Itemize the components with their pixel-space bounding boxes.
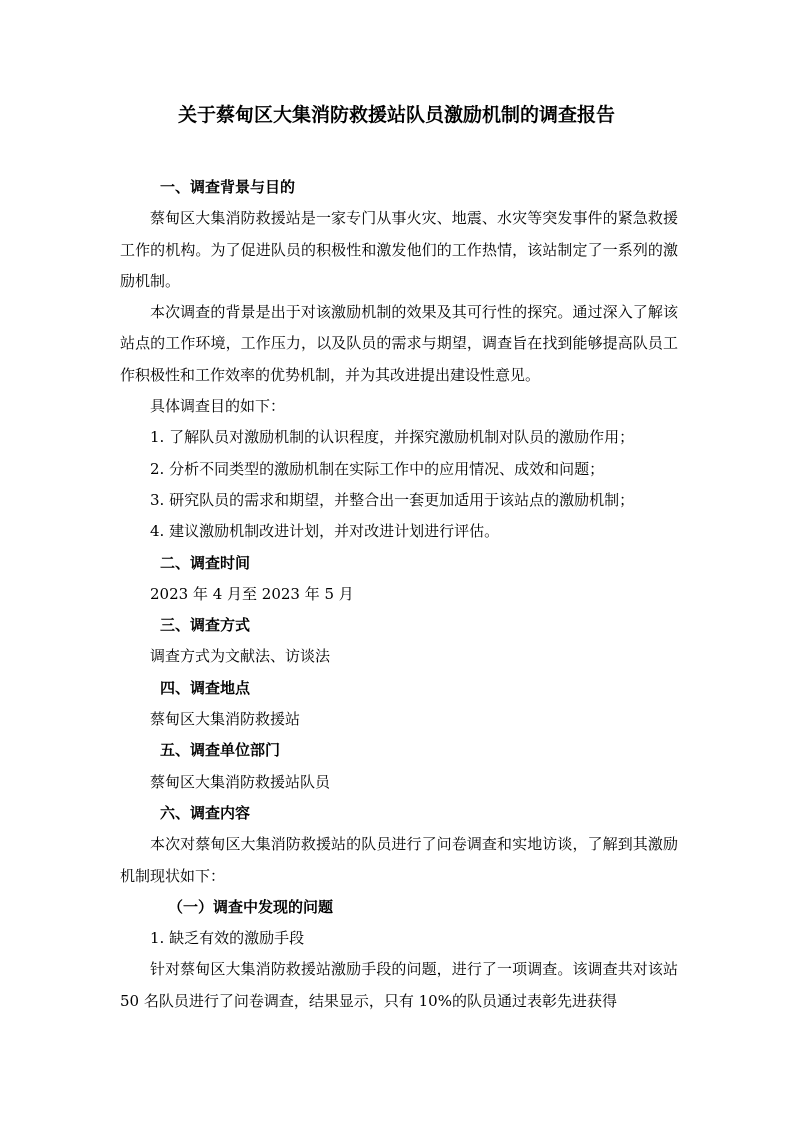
survey-method-text: 调查方式为文献法、访谈法	[150, 647, 331, 666]
section-heading-location: 四、调查地点	[160, 678, 251, 697]
paragraph-purpose-intro: 具体调查目的如下：	[150, 397, 286, 416]
document-body	[120, 172, 678, 1017]
purpose-item-1: 1. 了解队员对激励机制的认识程度，并探究激励机制对队员的激励作用；	[150, 428, 635, 447]
paragraph-background-1: 蔡甸区大集消防救援站是一家专门从事火灾、地震、水灾等突发事件的紧急救援工作的机构。为了促进队员的积极性和激发他们的工作热情，该站制定了一系列的激励机制。	[120, 209, 678, 290]
paragraph-content-intro: 本次对蔡甸区大集消防救援站的队员进行了问卷调查和实地访谈，了解到其激励机制现状如下：	[120, 835, 678, 885]
purpose-item-2: 2. 分析不同类型的激励机制在实际工作中的应用情况、成效和问题；	[150, 459, 605, 478]
survey-time-text: 2023 年 4 月至 2023 年 5 月	[150, 584, 354, 603]
section-heading-time: 二、调查时间	[160, 553, 251, 572]
survey-location-text: 蔡甸区大集消防救援站	[150, 710, 301, 729]
paragraph-problem-detail: 针对蔡甸区大集消防救援站激励手段的问题，进行了一项调查。该调查共对该站 50 名队员进行了问卷调查，结果显示，只有 10%的队员通过表彰先进获得	[120, 960, 678, 1010]
section-heading-content: 六、调查内容	[160, 803, 251, 822]
document-title: 关于蔡甸区大集消防救援站队员激励机制的调查报告	[177, 104, 615, 126]
purpose-item-4: 4. 建议激励机制改进计划，并对改进计划进行评估。	[150, 522, 500, 541]
section-heading-method: 三、调查方式	[160, 616, 251, 635]
section-heading-background: 一、调查背景与目的	[160, 178, 296, 196]
problem-item-1: 1. 缺乏有效的激励手段	[150, 929, 305, 948]
subsection-heading-problems: （一）调查中发现的问题	[168, 897, 334, 916]
survey-department-text: 蔡甸区大集消防救援站队员	[150, 772, 331, 791]
section-heading-department: 五、调查单位部门	[160, 741, 281, 760]
paragraph-background-2: 本次调查的背景是出于对该激励机制的效果及其可行性的探究。通过深入了解该站点的工作环境，工作压力，以及队员的需求与期望，调查旨在找到能够提高队员工作积极性和工作效率的优势机制，并为其改进提出建设性意见。	[120, 303, 678, 384]
purpose-item-3: 3. 研究队员的需求和期望，并整合出一套更加适用于该站点的激励机制；	[150, 490, 635, 509]
